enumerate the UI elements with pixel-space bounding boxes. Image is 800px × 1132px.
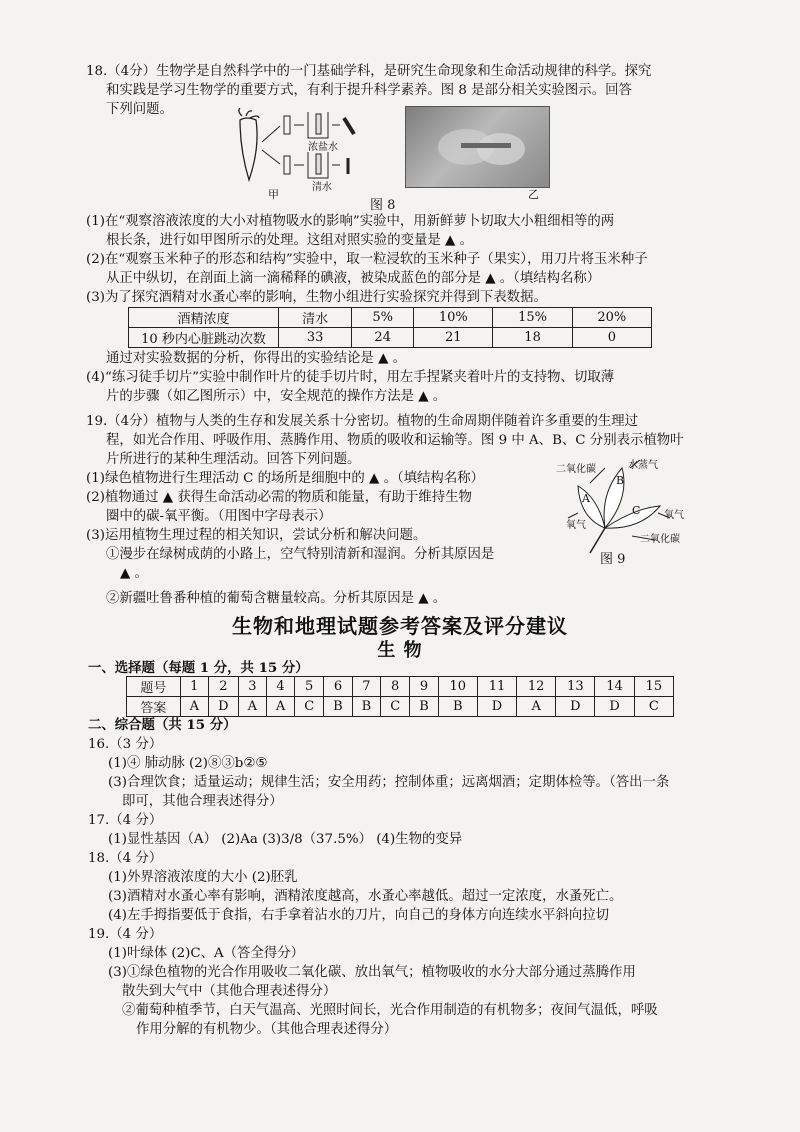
q19-p1: (1)绿色植物进行生理活动 C 的场所是细胞中的 ▲ 。（填结构名称） [86, 471, 484, 486]
q18-p2: 从正中纵切，在剖面上滴一滴稀释的碘液，被染成蓝色的部分是 ▲ 。（填结构名称） [106, 271, 601, 286]
answer-18-line: (3)酒精对水蚤心率有影响，酒精浓度越高，水蚤心率越低。超过一定浓度，水蚤死亡。 [108, 889, 623, 904]
hand-sectioning-photo [405, 106, 550, 188]
q18-stem-line: 18.（4分）生物学是自然科学中的一门基础学科，是研究生命现象和生命活动规律的科学。探究 [86, 64, 652, 79]
table-cell: 10% [414, 308, 493, 328]
process-c-label: C [632, 504, 641, 517]
table-cell: 8 [381, 677, 410, 697]
q19-p2: (2)植物通过 ▲ 获得生命活动必需的物质和能量，有助于维持生物 [86, 490, 472, 505]
section-2-heading: 二、综合题（共 15 分） [88, 717, 237, 733]
table-cell: D [477, 697, 516, 717]
answer-19-line: 散失到大气中（其他合理表述得分） [122, 984, 337, 999]
answer-18-line: (4)左手拇指要低于食指，右手拿着沾水的刀片，向自己的身体方向连续水平斜向拉切 [108, 908, 610, 923]
process-a-label: A [582, 492, 590, 505]
answers-title: 生物和地理试题参考答案及评分建议 [232, 614, 568, 638]
table-row [127, 697, 674, 717]
alcohol-heart-rate-table [128, 307, 652, 348]
answer-19-line: (3)①绿色植物的光合作用吸收二氧化碳、放出氧气；植物吸收的水分大部分通过蒸腾作用 [108, 965, 636, 980]
table-cell: 21 [414, 328, 493, 348]
table-cell: 4 [266, 677, 294, 697]
table-cell: 6 [324, 677, 352, 697]
table-cell: 13 [556, 677, 595, 697]
answer-16-line: (1)④ 肺动脉 (2)⑧③b②⑤ [108, 756, 268, 771]
q18-stem-line: 下列问题。 [106, 102, 173, 117]
table-cell: A [238, 697, 266, 717]
vapor-label: 水蒸气 [628, 460, 658, 471]
q18-p2: (2)在“观察玉米种子的形态和结构”实验中，取一粒浸软的玉米种子（果实），用刀片将玉米种子 [86, 252, 648, 267]
table-cell: 33 [279, 328, 352, 348]
salt-water-label: 浓盐水 [308, 142, 338, 153]
table-header-row [129, 308, 652, 328]
table-cell: 题号 [127, 677, 181, 697]
table-cell: 11 [477, 677, 516, 697]
answer-18-heading: 18.（4 分） [88, 851, 163, 866]
q19-parts [86, 469, 556, 608]
q18-p4: 片的步骤（如乙图所示）中，安全规范的操作方法是 ▲ 。 [106, 389, 447, 404]
figure-8-caption: 图 8 [370, 198, 396, 213]
answer-19-line: 作用分解的有机物少。（其他合理表述得分） [136, 1022, 398, 1037]
process-b-label: B [616, 474, 625, 487]
table-cell: C [381, 697, 410, 717]
clear-water-label: 清水 [312, 182, 332, 193]
figure-jia-label: 甲 [268, 188, 279, 201]
table-cell: 20% [572, 308, 651, 328]
table-cell: 7 [352, 677, 380, 697]
table-cell: 24 [352, 328, 414, 348]
answer-19-heading: 19.（4 分） [88, 927, 163, 942]
table-cell: 5 [295, 677, 324, 697]
q18-p3: (3)为了探究酒精对水蚤心率的影响，生物小组进行实验探究并得到下表数据。 [86, 290, 547, 305]
q19-p3: (3)运用植物生理过程的相关知识，尝试分析和解决问题。 [86, 528, 427, 543]
answer-16-line: 即可，其他合理表述得分） [122, 794, 283, 809]
table-cell: D [208, 697, 238, 717]
answer-16-line: (3)合理饮食；适量运动；规律生活；安全用药；控制体重；远离烟酒；定期体检等。（答出一条 [108, 775, 670, 790]
section-1-heading: 一、选择题（每题 1 分，共 15 分） [88, 660, 309, 676]
q18-stem-line: 和实践是学习生物学的重要方式，有利于提升科学素养。图 8 是部分相关实验图示。回答 [106, 83, 632, 98]
answer-16-heading: 16.（3 分） [88, 737, 163, 752]
q18-p1: (1)在“观察溶液浓度的大小对植物吸水的影响”实验中，用新鲜萝卜切取大小粗细相等的两 [86, 214, 615, 229]
table-cell: D [556, 697, 595, 717]
table-cell: C [634, 697, 673, 717]
co2-top-label: 二氧化碳 [556, 464, 596, 475]
table-cell: 9 [410, 677, 438, 697]
table-cell: C [295, 697, 324, 717]
oxygen-left-label: 氧气 [566, 520, 586, 531]
table-cell: 1 [180, 677, 208, 697]
table-header-row [127, 677, 674, 697]
answers-subtitle: 生 物 [377, 640, 423, 661]
table-cell: B [438, 697, 477, 717]
table-cell: 答案 [127, 697, 181, 717]
co2-bottom-label: 二氧化碳 [640, 534, 680, 545]
radish-experiment-diagram [232, 108, 372, 193]
q19-p3a: ①漫步在绿树成荫的小路上，空气特别清新和湿润。分析其原因是 [106, 547, 495, 562]
table-cell: 2 [208, 677, 238, 697]
answer-17-line: (1)显性基因（A） (2)Aa (3)3/8（37.5%） (4)生物的变异 [108, 832, 463, 847]
table-cell: B [410, 697, 438, 717]
choice-answer-table [126, 676, 674, 717]
answer-19-line: (1)叶绿体 (2)C、A（答全得分） [108, 946, 305, 961]
answers-body [88, 716, 712, 1039]
table-cell: D [595, 697, 634, 717]
table-row [129, 328, 652, 348]
answer-19-line: ②葡萄种植季节，白天气温高、光照时间长，光合作用制造的有机物多；夜间气温低，呼吸 [122, 1003, 658, 1018]
figure-yi-label: 乙 [528, 188, 539, 201]
answer-18-line: (1)外界溶液浓度的大小 (2)胚乳 [108, 870, 298, 885]
table-cell: 12 [517, 677, 556, 697]
q18-p3b: 通过对实验数据的分析，你得出的实验结论是 ▲ 。 [106, 351, 407, 366]
table-cell: 15% [493, 308, 572, 328]
table-cell: A [517, 697, 556, 717]
answer-17-heading: 17.（4 分） [88, 813, 163, 828]
table-cell: B [324, 697, 352, 717]
table-cell: A [266, 697, 294, 717]
q19-p3b: ②新疆吐鲁番种植的葡萄含糖量较高。分析其原因是 ▲ 。 [106, 591, 447, 606]
oxygen-right-label: 氧气 [664, 510, 684, 521]
q19-stem-line: 程，如光合作用、呼吸作用、蒸腾作用、物质的吸收和运输等。图 9 中 A、B、C 分别表示植物叶 [106, 433, 684, 448]
q18-parts-cont [86, 349, 710, 406]
table-cell: 酒精浓度 [129, 308, 279, 328]
table-cell: 清水 [279, 308, 352, 328]
figure-9-caption: 图 9 [600, 552, 626, 567]
q19-p2: 圈中的碳-氧平衡。（用图中字母表示） [106, 509, 332, 524]
table-cell: 15 [634, 677, 673, 697]
q19-stem-line: 19.（4分）植物与人类的生存和发展关系十分密切。植物的生命周期伴随着许多重要的生理过 [86, 414, 639, 429]
q18-stem [86, 62, 710, 119]
table-cell: 14 [595, 677, 634, 697]
q18-p4: (4)“练习徒手切片”实验中制作叶片的徒手切片时，用左手捏紧夹着叶片的支持物、切取薄 [86, 370, 615, 385]
table-cell: 10 秒内心脏跳动次数 [129, 328, 279, 348]
q19-stem-line: 片所进行的某种生理活动。回答下列问题。 [106, 452, 361, 467]
table-cell: 3 [238, 677, 266, 697]
table-cell: 10 [438, 677, 477, 697]
table-cell: 5% [352, 308, 414, 328]
table-cell: A [180, 697, 208, 717]
q18-p1: 根长条，进行如甲图所示的处理。这组对照实验的变量是 ▲ 。 [106, 233, 473, 248]
q19-p3a: ▲ 。 [120, 566, 148, 581]
q18-parts [86, 212, 710, 307]
table-cell: 18 [493, 328, 572, 348]
table-cell: 0 [572, 328, 651, 348]
table-cell: B [352, 697, 380, 717]
